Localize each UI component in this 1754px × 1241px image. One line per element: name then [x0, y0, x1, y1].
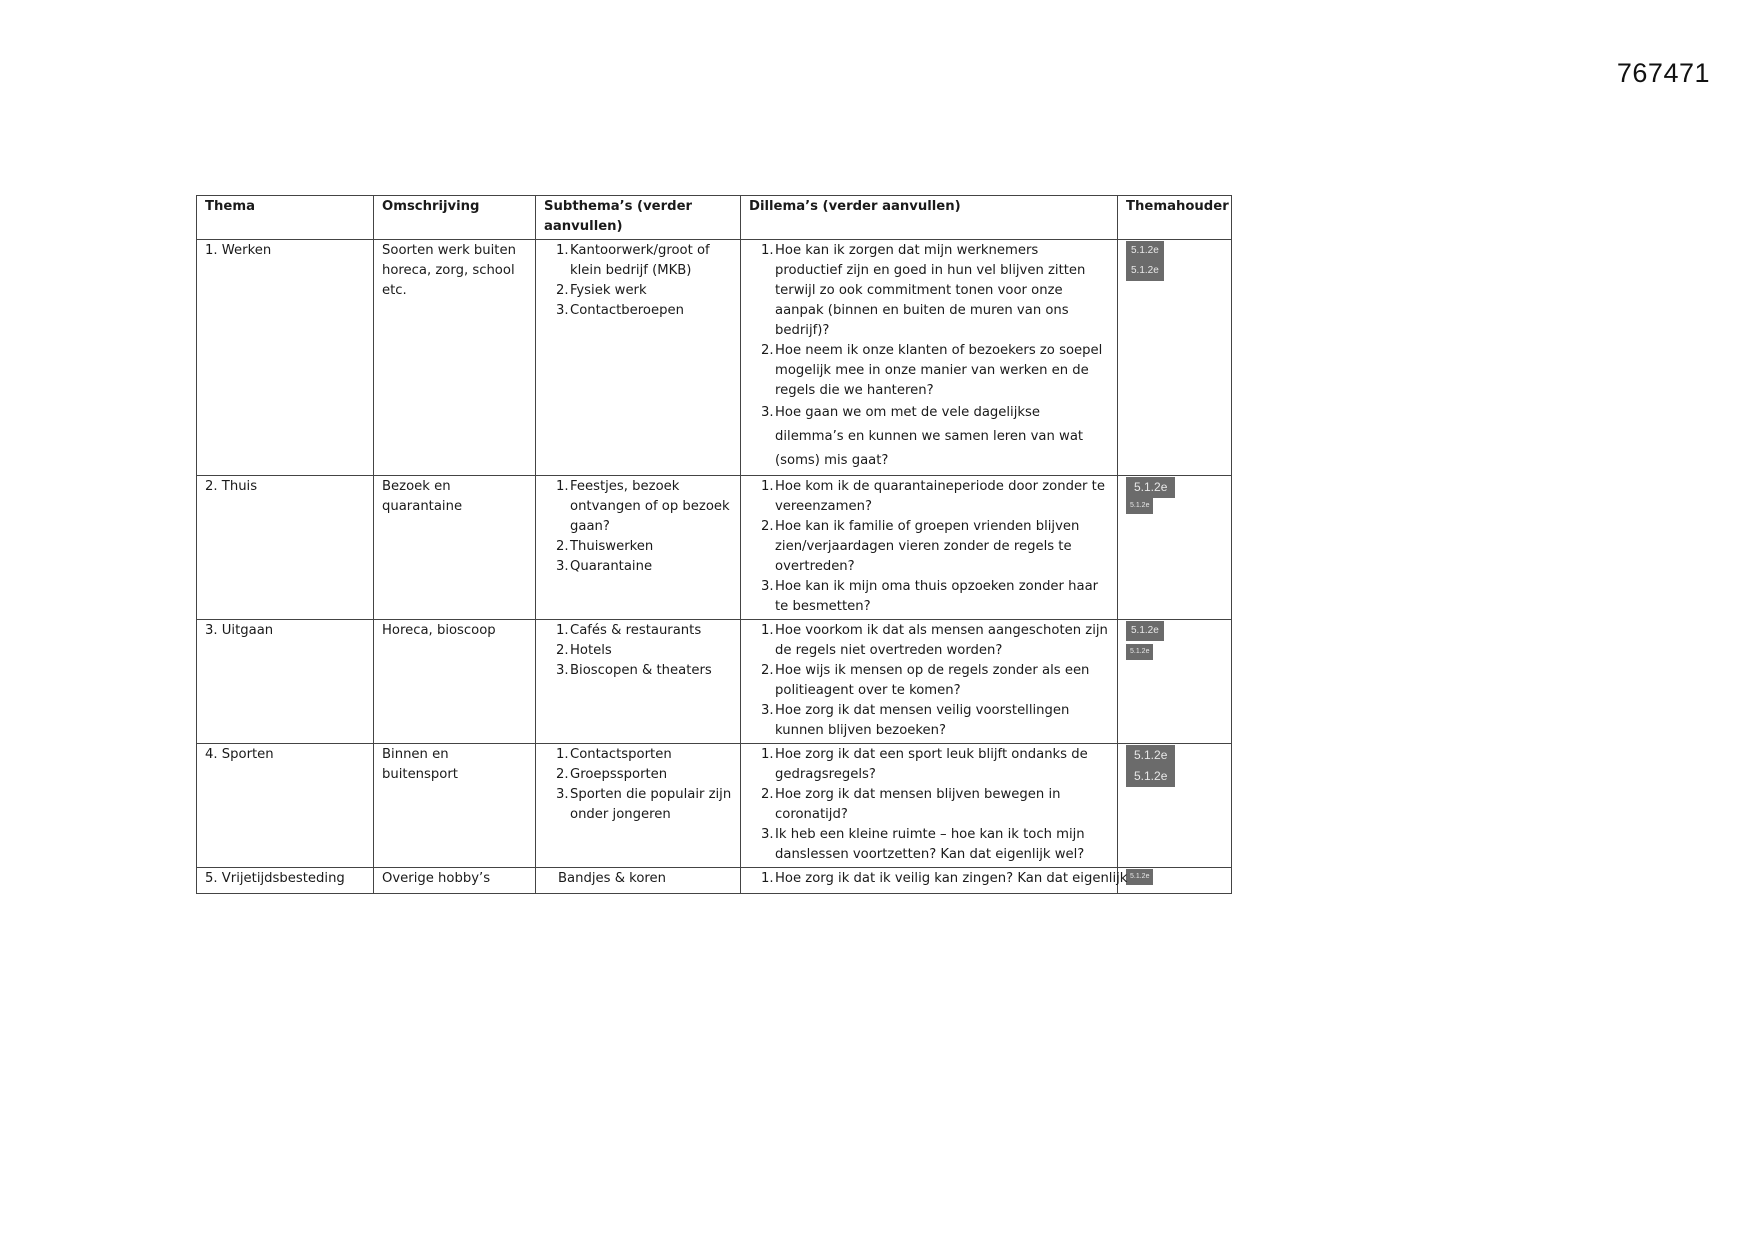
table-row [197, 868, 1232, 894]
cell-omschrijving: Binnen en buitensport [374, 744, 536, 868]
dilemma-list [749, 745, 1109, 865]
cell-themahouder [1118, 476, 1232, 620]
list-item: 3.Hoe gaan we om met de vele dagelijkse dilemma’s en kunnen we samen leren van wat (soms) mis gaat? [761, 405, 1084, 468]
list-item: 2.Hoe zorg ik dat mensen blijven bewegen in coronatijd? [761, 787, 1061, 822]
cell-themahouder [1118, 868, 1232, 894]
list-item: 1.Hoe zorg ik dat ik veilig kan zingen? Kan dat eigenlijk [761, 871, 1128, 886]
table-row [197, 240, 1232, 476]
table-row [197, 476, 1232, 620]
list-item: 1.Hoe zorg ik dat een sport leuk blijft ondanks de gedragsregels? [761, 747, 1088, 782]
cell-subthemas [536, 620, 741, 744]
header-themahouder: Themahouder [1118, 196, 1232, 240]
redaction-mark: 5.1.2e [1126, 241, 1164, 261]
list-item: 2.Thuiswerken [556, 539, 654, 554]
list-item: 3.Hoe zorg ik dat mensen veilig voorstellingen kunnen blijven bezoeken? [761, 703, 1070, 738]
list-item: 3.Sporten die populair zijn onder jongeren [556, 787, 732, 822]
redaction-mark: 5.1.2e [1126, 766, 1175, 787]
list-item: 3.Contactberoepen [556, 303, 684, 318]
cell-dilemmas [741, 240, 1118, 476]
cell-omschrijving: Horeca, bioscoop [374, 620, 536, 744]
redaction-mark: 5.1.2e [1126, 621, 1164, 641]
cell-subthemas [536, 868, 741, 894]
subtheme-text: Bandjes & koren [558, 871, 667, 886]
cell-omschrijving: Bezoek en quarantaine [374, 476, 536, 620]
list-item: 2.Hotels [556, 643, 612, 658]
header-dilemmas: Dillema’s (verder aanvullen) [741, 196, 1118, 240]
redaction-mark: 5.1.2e [1126, 644, 1153, 660]
list-item: 2.Hoe wijs ik mensen op de regels zonder als een politieagent over te komen? [761, 663, 1090, 698]
subtheme-list [544, 241, 732, 321]
cell-omschrijving: Soorten werk buiten horeca, zorg, school etc. [374, 240, 536, 476]
list-item: 3.Ik heb een kleine ruimte – hoe kan ik toch mijn danslessen voortzetten? Kan dat eigenlijk wel? [761, 827, 1085, 862]
cell-subthemas [536, 476, 741, 620]
redaction-mark: 5.1.2e [1126, 477, 1175, 498]
list-item: 1.Kantoorwerk/groot of klein bedrijf (MKB) [556, 243, 710, 278]
themes-table [196, 195, 1232, 894]
list-item: 2.Hoe neem ik onze klanten of bezoekers zo soepel mogelijk mee in onze manier van werken en de regels die we hanteren? [761, 343, 1103, 398]
table-row [197, 744, 1232, 868]
list-item: 1.Hoe kom ik de quarantaineperiode door zonder te vereenzamen? [761, 479, 1105, 514]
cell-subthemas [536, 240, 741, 476]
subtheme-list [544, 477, 732, 577]
subtheme-list [544, 745, 732, 825]
list-item: 2.Hoe kan ik familie of groepen vrienden blijven zien/verjaardagen vieren zonder de regels te overtreden? [761, 519, 1080, 574]
cell-thema: 4. Sporten [197, 744, 374, 868]
cell-thema: 5. Vrijetijdsbesteding [197, 868, 374, 894]
list-item: 1.Hoe voorkom ik dat als mensen aangeschoten zijn de regels niet overtreden worden? [761, 623, 1108, 658]
cell-subthemas [536, 744, 741, 868]
cell-thema: 3. Uitgaan [197, 620, 374, 744]
list-item: 3.Hoe kan ik mijn oma thuis opzoeken zonder haar te besmetten? [761, 579, 1099, 614]
redaction-mark: 5.1.2e [1126, 745, 1175, 766]
cell-dilemmas [741, 744, 1118, 868]
list-item: 2.Groepssporten [556, 767, 668, 782]
table-header-row [197, 196, 1232, 240]
list-item: 1.Hoe kan ik zorgen dat mijn werknemers productief zijn en goed in hun vel blijven zitten terwijl zo ook commitment tonen voor onze aanpak (binnen en buiten de muren van ons bedrijf)? [761, 243, 1086, 338]
dilemma-list [749, 869, 1128, 889]
redaction-mark: 5.1.2e [1126, 869, 1153, 885]
table-row [197, 620, 1232, 744]
document-number: 767471 [1616, 58, 1710, 88]
cell-dilemmas [741, 868, 1128, 894]
dilemma-list [749, 241, 1109, 473]
cell-themahouder [1118, 240, 1232, 476]
redaction-mark: 5.1.2e [1126, 498, 1153, 514]
cell-thema: 2. Thuis [197, 476, 374, 620]
cell-thema: 1. Werken [197, 240, 374, 476]
redaction-mark: 5.1.2e [1126, 261, 1164, 281]
cell-dilemmas [741, 620, 1118, 744]
dilemma-list [749, 477, 1109, 617]
list-item: 2.Fysiek werk [556, 283, 647, 298]
cell-dilemmas [741, 476, 1118, 620]
dilemma-list [749, 621, 1109, 741]
list-item: 1.Cafés & restaurants [556, 623, 702, 638]
list-item: 3.Quarantaine [556, 559, 653, 574]
list-item: 1.Contactsporten [556, 747, 672, 762]
header-thema: Thema [197, 196, 374, 240]
cell-themahouder [1118, 620, 1232, 744]
cell-themahouder [1118, 744, 1232, 868]
cell-omschrijving: Overige hobby’s [374, 868, 536, 894]
header-omschrijving: Omschrijving [374, 196, 536, 240]
list-item: 3.Bioscopen & theaters [556, 663, 712, 678]
list-item: 1.Feestjes, bezoek ontvangen of op bezoek gaan? [556, 479, 730, 534]
header-subthemas: Subthema’s (verder aanvullen) [536, 196, 741, 240]
subtheme-list [544, 621, 732, 681]
